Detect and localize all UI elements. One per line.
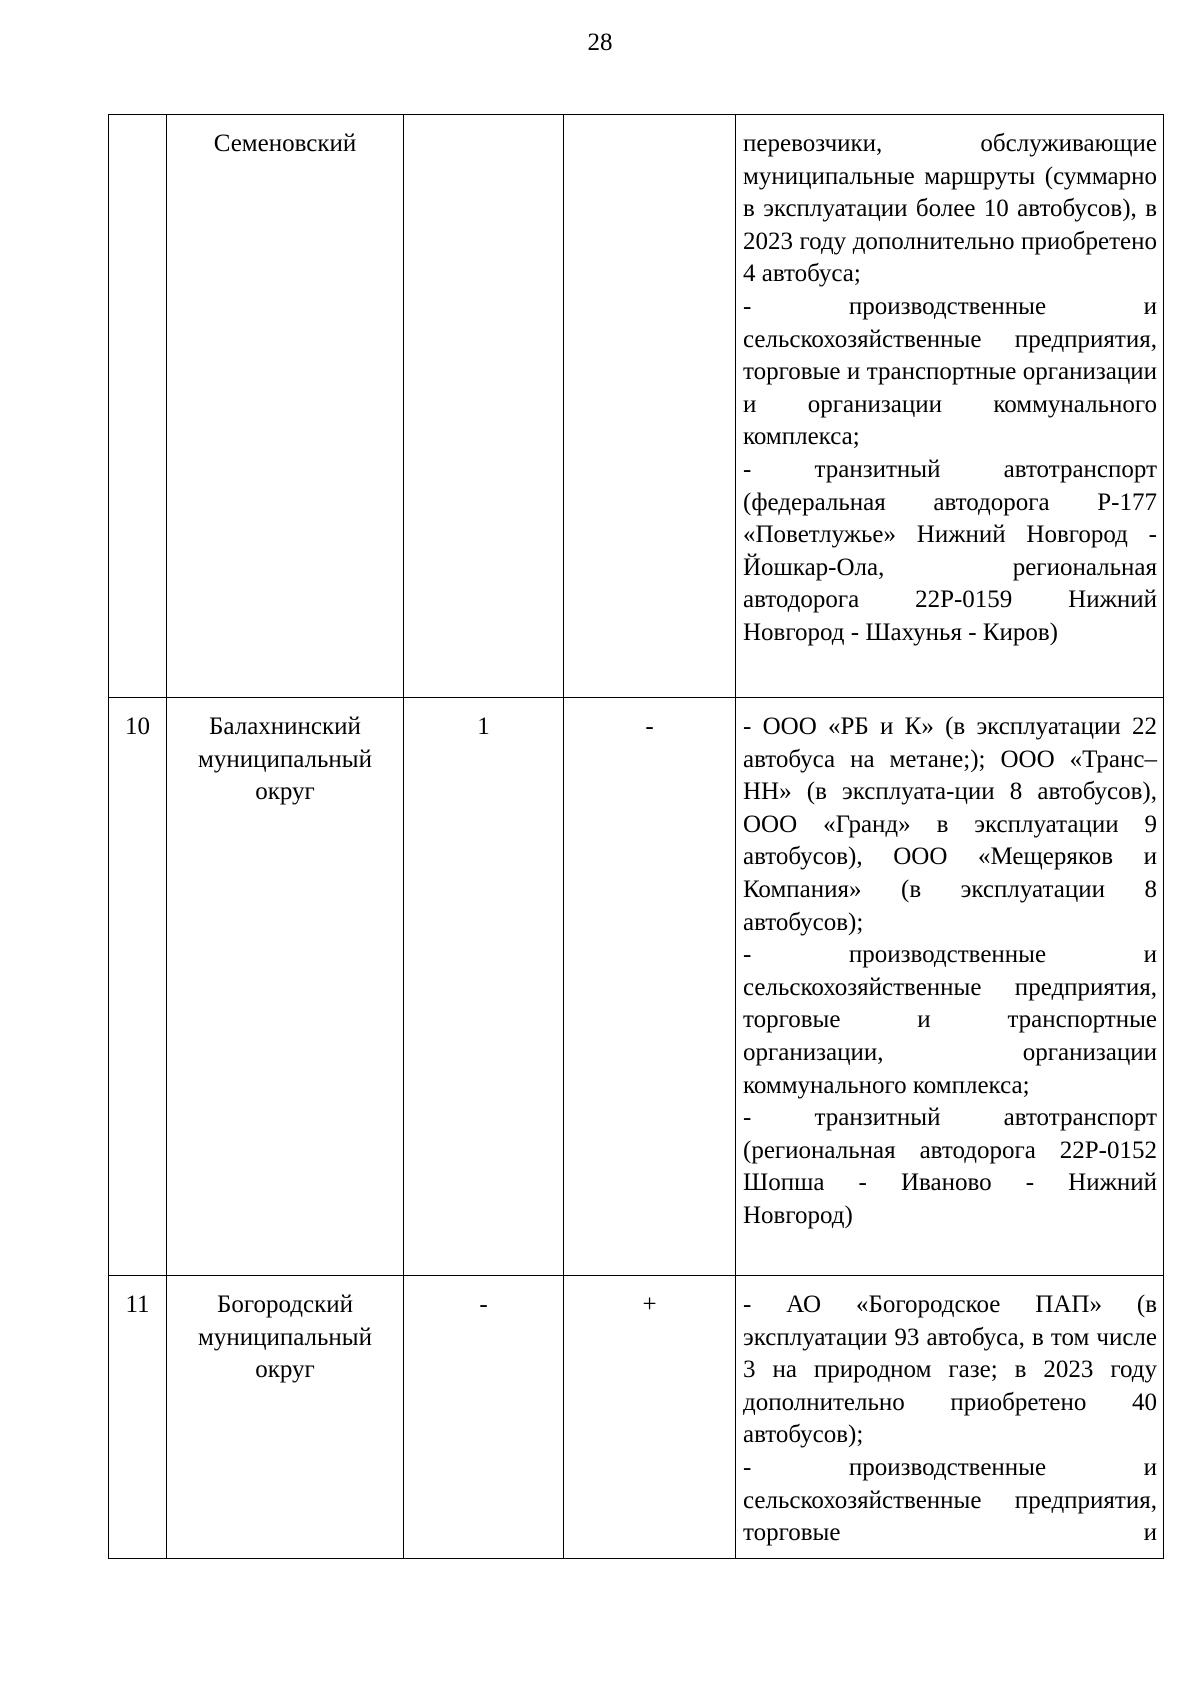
description-paragraph: - транзитный автотранспорт (федеральная автодорога Р-177 «Поветлужье» Нижний Новгород - Йошкар-Ола, региональная автодорога 22Р-0159 Нижний Новгород - Шахунья - Киров) xyxy=(743,455,1157,646)
description-cell xyxy=(736,698,1164,1276)
row-number xyxy=(109,115,167,698)
description-paragraph: - ООО «РБ и К» (в эксплуатации 22 автобуса на метане;); ООО «Транс–НН» (в эксплуата-ции 8 автобусов), ООО «Гранд» в эксплуатации 9 автобусов), ООО «Мещеряков и Компания» (в эксплуатации 8 автобусов); xyxy=(743,713,1157,936)
table-row xyxy=(109,698,1164,1276)
description-paragraph: - производственные и сельскохозяйственные предприятия, торговые и xyxy=(743,1453,1157,1547)
page-number: 28 xyxy=(587,29,613,56)
description-paragraph: - производственные и сельскохозяйственные предприятия, торговые и транспортные организации, организации коммунального комплекса; xyxy=(743,941,1157,1099)
description-paragraph: - АО «Богородское ПАП» (в эксплуатации 93 автобуса, в том числе 3 на природном газе; в 2023 году дополнительно приобретено 40 автобусов); xyxy=(743,1291,1157,1449)
description-paragraph: - транзитный автотранспорт (региональная автодорога 22Р-0152 Шопша - Иваново - Нижний Новгород) xyxy=(743,1104,1157,1229)
column-3-value: 1 xyxy=(404,698,564,1276)
districts-table xyxy=(108,114,1164,1559)
column-3-value: - xyxy=(404,1276,564,1559)
row-number: 11 xyxy=(109,1276,167,1559)
column-4-value: + xyxy=(564,1276,736,1559)
description-paragraph: - производственные и сельскохозяйственные предприятия, торговые и транспортные организации и организации коммунального комплекса; xyxy=(743,292,1157,451)
description-cell xyxy=(736,115,1164,698)
table-row xyxy=(109,1276,1164,1559)
column-3-value xyxy=(404,115,564,698)
column-4-value: - xyxy=(564,698,736,1276)
description-cell xyxy=(736,1276,1164,1559)
row-number: 10 xyxy=(109,698,167,1276)
column-4-value xyxy=(564,115,736,698)
district-name: Балахнинский муниципальный округ xyxy=(167,698,404,1276)
district-name: Семеновский xyxy=(167,115,404,698)
district-name: Богородский муниципальный округ xyxy=(167,1276,404,1559)
table-row xyxy=(109,115,1164,698)
description-paragraph: перевозчики, обслуживающие муниципальные маршруты (суммарно в эксплуатации более 10 автобусов), в 2023 году дополнительно приобретено 4 автобуса; xyxy=(743,130,1157,288)
